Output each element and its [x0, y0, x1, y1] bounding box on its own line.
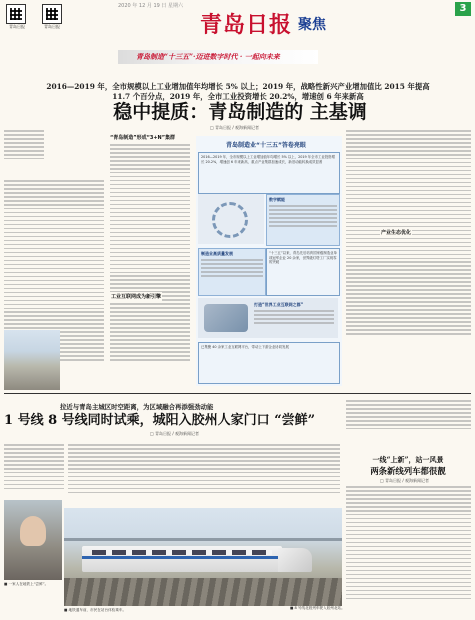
qr-right-label: 青岛日报: [44, 24, 60, 29]
banner-text: 青岛制造“十三五”·迈进数字时代 · 一起向未来: [136, 52, 280, 61]
info-box-1-text: 2016—2019 年，全市规模以上工业增加值年均增长 5% 以上，2019 年全市工业投资增长 20.2%，增速创 6 年来新高，重点产业集群加速成长，新旧动能转换成效显著: [201, 155, 335, 164]
lead-headline: 稳中提质：青岛制造的 主基调: [113, 101, 367, 123]
info-box-3-title: 制造业高质量发展: [201, 251, 233, 256]
info-box-3: [198, 248, 266, 296]
sidebar-byline: □ 青岛日报 / 观海新闻记者: [380, 478, 429, 483]
lead-byline: □ 青岛日报 / 观海新闻记者: [210, 125, 259, 130]
second-kicker: 拉近与青岛主城区时空距离，为区域融合再添强劲动能: [60, 403, 214, 411]
info-box-2-title: 数字赋能: [269, 197, 285, 202]
platform-canopy: [64, 538, 342, 541]
lead-intro: 2016—2019 年，全市规模以上工业增加值年均增长 5% 以上；2019 年，战略性新兴产业增加值比 2015 年提高 11.7 个百分点，2019 年，全市工业投资增长 20.2%，增速创 6 年来新高: [46, 82, 430, 101]
train-nose: [278, 548, 312, 572]
second-mid-text: [68, 444, 340, 504]
left-col-top-text: [4, 130, 44, 180]
second-headline: 1 号线 8 号线同时试乘，城阳入胶州人家门口 “尝鲜”: [4, 413, 316, 428]
info-box-6-text: 已集聚 40 余家工业互联网平台，带动上下游企业协同发展: [201, 345, 289, 349]
gear-icon: [212, 202, 248, 238]
sidebar-top-text: [346, 400, 471, 460]
date-line: 2020 年 12 月 19 日 星期六: [118, 3, 183, 9]
info-box-1: [198, 152, 340, 194]
info-box-2: [266, 194, 340, 246]
sidebar-headline-1: 一线“上新”，站一风景: [372, 455, 444, 464]
qr-code-right: [42, 4, 62, 24]
info-robot-arm: [198, 298, 338, 338]
photo-credit: ■ 8 号线北段列车驶入胶州北站。: [290, 606, 345, 610]
info-box-5-title: 打造“世界工业互联网之都”: [254, 302, 304, 307]
inset-photo: [4, 500, 62, 580]
train-windows: [92, 550, 272, 555]
col2-subhead: “青岛制造”形成“3+N”集群: [110, 135, 175, 141]
infographic: [196, 136, 342, 386]
page-number: 3: [455, 2, 471, 16]
second-left-text: [4, 444, 64, 504]
right-subhead: 产业生态优化: [381, 230, 412, 236]
bottom-caption: ■ 地铁通车前，市民在站台体验乘车。: [64, 608, 127, 612]
infographic-title: 青岛制造业“十三五”答卷亮眼: [226, 142, 306, 149]
track-bed: [64, 578, 342, 606]
sidebar-text: [346, 486, 471, 616]
inset-caption: ■ 一家人在地铁上“尝鲜”。: [4, 582, 49, 586]
info-box-4-text: “十三五”以来，青岛先后培育国家级制造业单项冠军企业 20 余家，世界级灯塔工厂实现零的突破: [269, 251, 337, 265]
train-photo: [64, 508, 342, 606]
masthead: 青岛日报: [200, 12, 293, 38]
info-box-4: [266, 248, 340, 296]
section-title: 聚焦: [298, 17, 326, 33]
banner: [118, 50, 318, 64]
section-divider: [4, 393, 471, 394]
info-box-6: [198, 342, 340, 384]
metro-train: [82, 546, 282, 572]
right-col-text: [346, 130, 471, 360]
robot-arm-icon: [204, 304, 248, 332]
qr-code-left: [6, 4, 26, 24]
info-graphic-gear: [198, 194, 264, 244]
sidebar-headline-2: 两条新线列车都很靓: [370, 466, 446, 476]
qr-left-label: 青岛日报: [9, 24, 25, 29]
train-stripe: [82, 556, 282, 559]
col2-text: [110, 144, 190, 384]
left-photo: [4, 330, 60, 390]
col2-subhead-2: 工业互联网成为新引擎: [111, 294, 162, 300]
family-figure: [20, 516, 46, 546]
second-byline: □ 青岛日报 / 观海新闻记者: [150, 431, 199, 436]
